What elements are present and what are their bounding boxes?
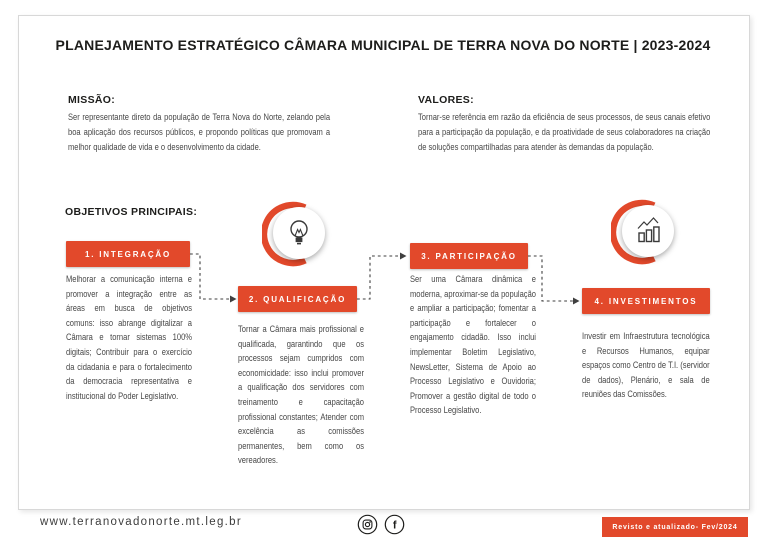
objective-1-description: Melhorar a comunicação interna e promover a integração entre as áreas em busca de objetivos comuns: isso abrange digitalizar a Câmara e tornar sistemas 100% digitais; Contribuir para o exercício da cidadania e para o fortalecimento da democracia representativa e institucional do Poder Legislativo.: [66, 274, 192, 401]
page-title: PLANEJAMENTO ESTRATÉGICO CÂMARA MUNICIPAL DE TERRA NOVA DO NORTE | 2023-2024: [55, 37, 711, 53]
mission-body: Ser representante direto da população de Terra Nova do Norte, zelando pela boa aplicação dos recursos públicos, e propondo políticas que promovam a melhor qualidade de vida e o desenvolvimento da cidade.: [68, 112, 331, 152]
objective-4-description: Investir em Infraestrutura tecnológica e Recursos Humanos, equipar espaços como Centro de T.I. (servidor de dados), Plenário, e sala de reuniões das Comissões.: [582, 331, 710, 400]
values-body: Tornar-se referência em razão da eficiência de seus processos, de seus canais efetivo para a participação da população, e da proatividade de seus colaboradores na criação de soluções compartilhadas para atender às demandas da população.: [418, 112, 711, 152]
svg-text:f: f: [392, 519, 397, 532]
objective-1-chip: 1. INTEGRAÇÃO: [66, 241, 190, 267]
facebook-icon[interactable]: [384, 514, 405, 535]
instagram-icon[interactable]: [357, 514, 378, 535]
objective-2-description: Tornar a Câmara mais profissional e qualificada, garantindo que os processos sejam cumpridos com economicidade: isso inclui promover a qualificação dos servidores com treinamento e capacitação profissional constantes; Atender com excelência as comissões permanentes, bem como os vereadores.: [238, 324, 364, 466]
mission-heading: MISSÃO:: [68, 94, 116, 106]
investments-badge: [611, 197, 681, 267]
objective-3-chip: 3. PARTICIPAÇÃO: [410, 243, 528, 269]
objective-4-chip: 4. INVESTIMENTOS: [582, 288, 710, 314]
objective-2-chip: 2. QUALIFICAÇÃO: [238, 286, 357, 312]
qualification-badge: [262, 199, 332, 269]
values-heading: VALORES:: [418, 94, 474, 106]
objectives-heading: OBJETIVOS PRINCIPAIS:: [65, 206, 198, 218]
website-link[interactable]: www.terranovadonorte.mt.leg.br: [40, 516, 242, 528]
revision-badge: Revisto e atualizado- Fev/2024: [602, 517, 748, 537]
objective-3-description: Ser uma Câmara dinâmica e moderna, aproximar-se da população e ampliar a participação; fomentar a participação e fortalecer o engajamento cidadão. Isso inclui implementar Boletim Legislativo, NewsLetter, Sistema de Apoio ao Processo Legislativo e Ouvidoria; Promover a gestão digital de todo o Processo Legislativo.: [410, 274, 536, 416]
